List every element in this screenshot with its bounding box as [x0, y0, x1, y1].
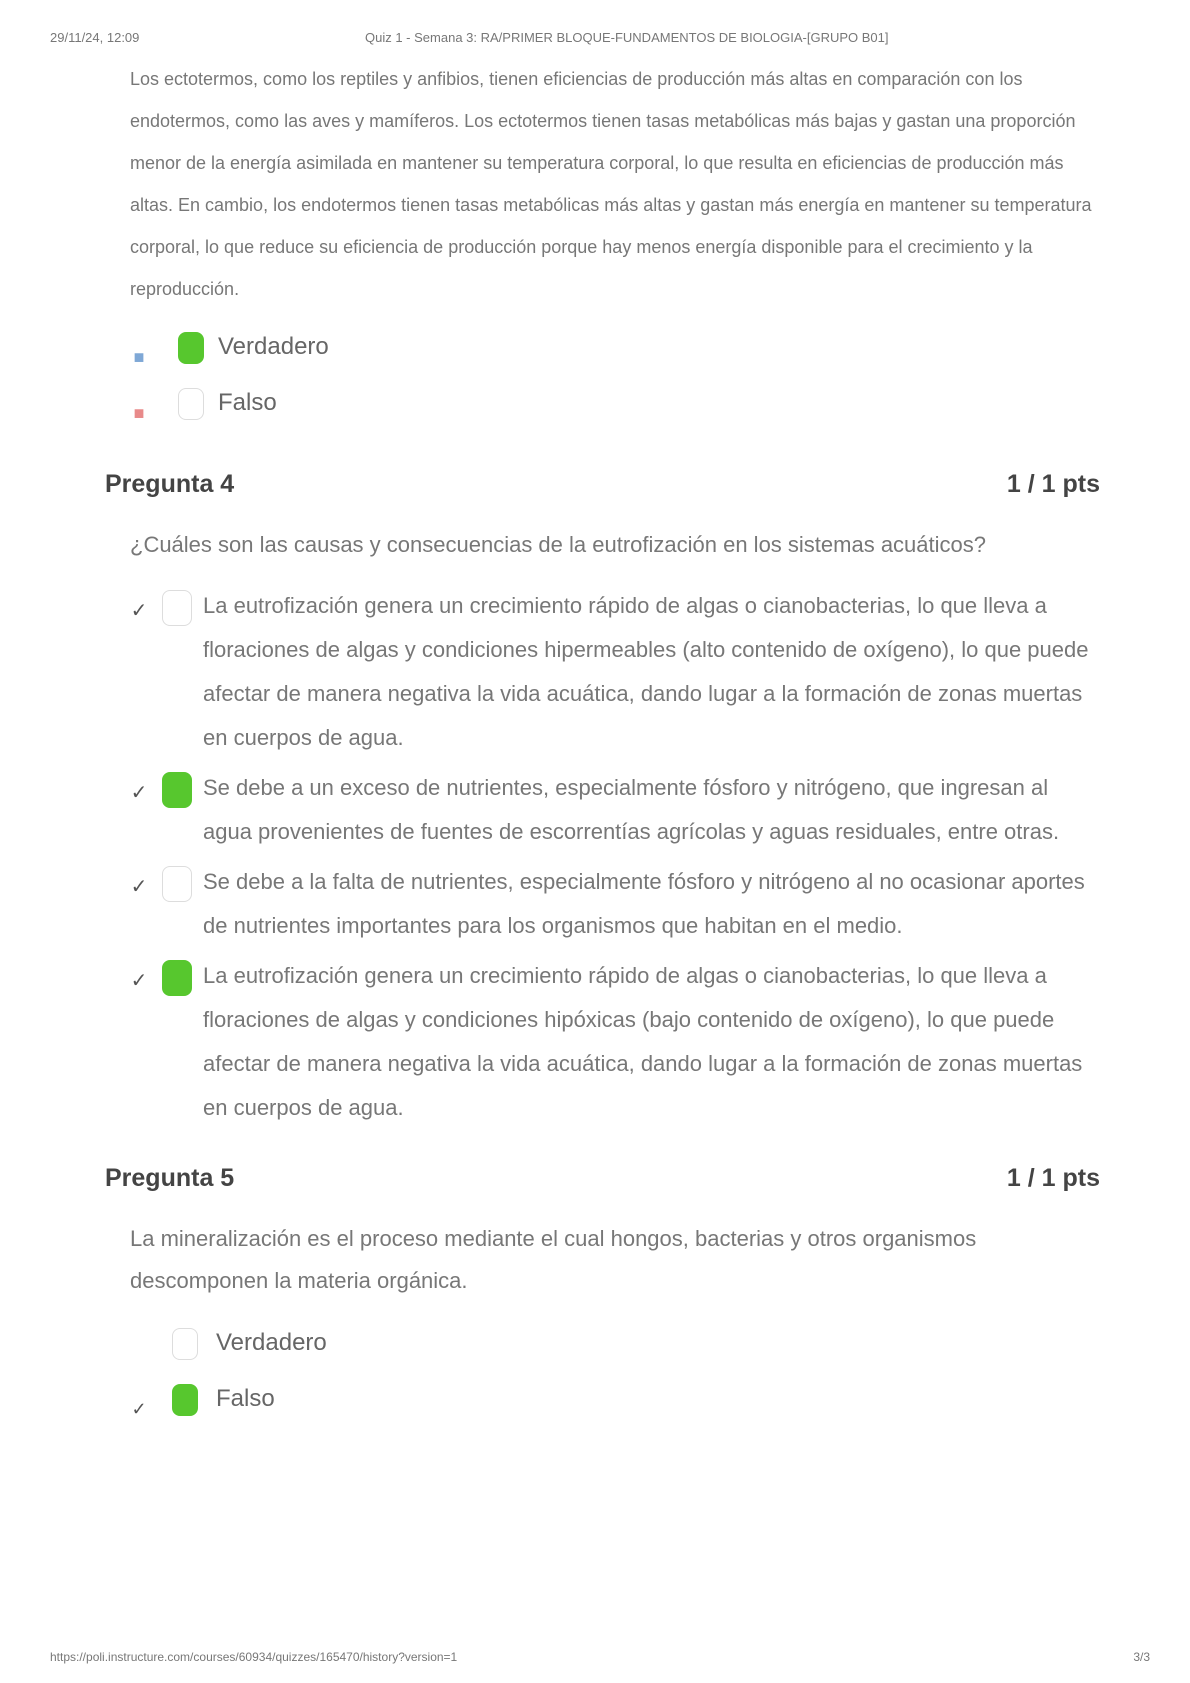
- question-title: Pregunta 5: [105, 1164, 235, 1192]
- option-label: Verdadero: [218, 333, 329, 360]
- option-label: Verdadero: [216, 1329, 327, 1356]
- radio-unselected[interactable]: [172, 1328, 198, 1360]
- question-title: Pregunta 4: [105, 470, 235, 498]
- checkbox-selected[interactable]: [162, 960, 192, 996]
- print-date: 29/11/24, 12:09: [50, 30, 140, 45]
- quiz-content: [0, 58, 1190, 1432]
- option-label: Falso: [218, 389, 277, 416]
- radio-selected[interactable]: [178, 332, 204, 364]
- print-url: https://poli.instructure.com/courses/60934/quizzes/165470/history?version=1: [50, 1650, 458, 1664]
- option-label: Falso: [216, 1385, 275, 1412]
- answer-option[interactable]: [0, 860, 1190, 948]
- page-number: 3/3: [1133, 1650, 1150, 1664]
- option-true[interactable]: [0, 1320, 1190, 1376]
- check-icon: ✓: [130, 876, 148, 898]
- question-5-text: La mineralización es el proceso mediante el cual hongos, bacterias y otros organismos descomponen la materia orgánica.: [130, 1226, 977, 1293]
- checkbox-unselected[interactable]: [162, 866, 192, 902]
- answer-text: La eutrofización genera un crecimiento rápido de algas o cianobacterias, lo que lleva a floraciones de algas y condiciones hipóxicas (bajo contenido de oxígeno), lo que puede afectar de manera negativa la vida acuática, dando lugar a la formación de zonas muertas en cuerpos de agua.: [203, 963, 1083, 1120]
- check-icon: [128, 1342, 150, 1364]
- answer-text: La eutrofización genera un crecimiento rápido de algas o cianobacterias, lo que lleva a floraciones de algas y condiciones hipermeables (alto contenido de oxígeno), lo que puede afectar de manera negativa la vida acuática, dando lugar a la formación de zonas muertas en cuerpos de agua.: [203, 593, 1089, 750]
- question-5-header: [0, 1150, 1190, 1210]
- print-title: Quiz 1 - Semana 3: RA/PRIMER BLOQUE-FUNDAMENTOS DE BIOLOGIA-[GRUPO B01]: [365, 30, 889, 45]
- option-false[interactable]: [0, 380, 1190, 436]
- question-5-options: [0, 1320, 1190, 1432]
- question-3-options: [0, 324, 1190, 436]
- question-points: 1 / 1 pts: [1006, 470, 1100, 498]
- radio-selected[interactable]: [172, 1384, 198, 1416]
- page-footer: [50, 1650, 1150, 1670]
- answer-option[interactable]: [0, 584, 1190, 760]
- checkbox-unselected[interactable]: [162, 590, 192, 626]
- option-false[interactable]: [0, 1376, 1190, 1432]
- radio-unselected[interactable]: [178, 388, 204, 420]
- question-3-text: Los ectotermos, como los reptiles y anfibios, tienen eficiencias de producción más altas en comparación con los endotermos, como las aves y mamíferos. Los ectotermos tienen tasas metabólicas más bajas y gastan una proporción menor de la energía asimilada en mantener su temperatura corporal, lo que resulta en eficiencias de producción más altas. En cambio, los endotermos tienen tasas metabólicas más altas y gastan más energía en mantener su temperatura corporal, lo que reduce su eficiencia de producción porque hay menos energía disponible para el crecimiento y la reproducción.: [130, 69, 1092, 299]
- page-header: [50, 30, 1140, 50]
- check-icon: ✓: [130, 600, 148, 622]
- option-true[interactable]: [0, 324, 1190, 380]
- answer-text: Se debe a un exceso de nutrientes, especialmente fósforo y nitrógeno, que ingresan al agua provenientes de fuentes de escorrentías agrícolas y aguas residuales, entre otras.: [203, 775, 1060, 844]
- question-4-text: ¿Cuáles son las causas y consecuencias de la eutrofización en los sistemas acuáticos?: [130, 532, 987, 557]
- answer-option[interactable]: [0, 954, 1190, 1130]
- correct-answer-marker-icon: ■: [133, 347, 145, 367]
- check-icon: ✓: [131, 1399, 147, 1419]
- checkbox-selected[interactable]: [162, 772, 192, 808]
- answer-text: Se debe a la falta de nutrientes, especialmente fósforo y nitrógeno al no ocasionar aportes de nutrientes importantes para los organismos que habitan en el medio.: [203, 869, 1085, 938]
- question-4-options: [0, 584, 1190, 1130]
- check-icon: ✓: [130, 970, 148, 992]
- answer-option[interactable]: [0, 766, 1190, 854]
- check-icon: ✓: [130, 782, 148, 804]
- question-4-header: [0, 456, 1190, 516]
- question-points: 1 / 1 pts: [1006, 1164, 1100, 1192]
- wrong-answer-marker-icon: ■: [133, 403, 145, 423]
